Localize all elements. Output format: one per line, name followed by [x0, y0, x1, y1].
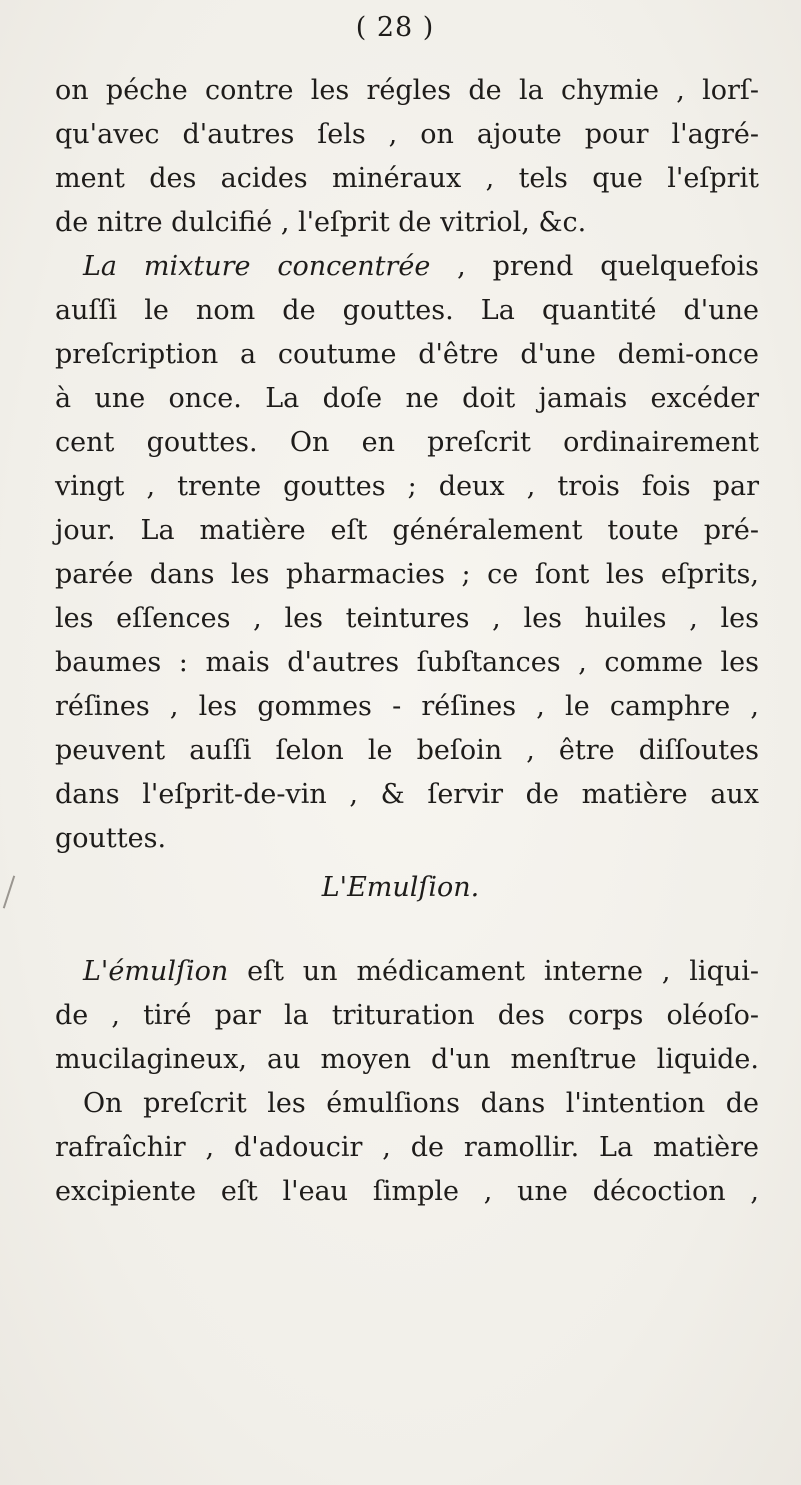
- text-line: excipiente eſt l'eau ſimple , une décoction ,: [55, 1176, 759, 1207]
- text-line: de nitre dulcifié , l'eſprit de vitriol, &c.: [55, 207, 587, 238]
- text-line: peuvent auſſi ſelon le beſoin , être diſſoutes: [55, 735, 759, 766]
- text-line: on péche contre les régles de la chymie , lorſ-: [55, 75, 759, 106]
- text-line: ment des acides minéraux , tels que l'eſprit: [55, 163, 759, 194]
- text-line: cent gouttes. On en preſcrit ordinairement: [55, 427, 759, 458]
- text-line: gouttes.: [55, 823, 167, 854]
- text-line: [83, 952, 759, 996]
- text-line: réſines , les gommes - réſines , le camphre ,: [55, 691, 759, 722]
- text-line: rafraîchir , d'adoucir , de ramollir. La matière: [55, 1132, 759, 1163]
- text-line: dans l'eſprit-de-vin , & ſervir de matière aux: [55, 779, 759, 810]
- text-line: baumes : mais d'autres ſubſtances , comme les: [55, 647, 759, 678]
- text-line: preſcription a coutume d'être d'une demi-once: [55, 339, 759, 370]
- text-line: jour. La matière eſt généralement toute pré-: [55, 515, 759, 546]
- text-line: mucilagineux, au moyen d'un menſtrue liquide.: [55, 1044, 759, 1075]
- text-line: de , tiré par la trituration des corps oléoſo-: [55, 1000, 759, 1031]
- italic-term: La mixture concentrée: [83, 251, 431, 282]
- text-line: [83, 247, 759, 291]
- section-heading: L'Emulſion.: [321, 872, 480, 903]
- text-line: à une once. La doſe ne doit jamais excéder: [55, 383, 759, 414]
- text-line: auſſi le nom de gouttes. La quantité d'une: [55, 295, 759, 326]
- italic-term: L'émulſion: [83, 956, 229, 987]
- text-line: qu'avec d'autres ſels , on ajoute pour l'agré-: [55, 119, 759, 150]
- text-run: , prend quelquefois: [430, 251, 759, 282]
- page-number: ( 28 ): [355, 12, 435, 43]
- text-line: vingt , trente gouttes ; deux , trois fois par: [55, 471, 759, 502]
- text-line: On preſcrit les émulſions dans l'intention de: [83, 1088, 759, 1119]
- text-line: parée dans les pharmacies ; ce ſont les eſprits,: [55, 559, 759, 590]
- text-run: eſt un médicament interne , liqui-: [228, 956, 759, 987]
- text-line: les eſſences , les teintures , les huiles , les: [55, 603, 759, 634]
